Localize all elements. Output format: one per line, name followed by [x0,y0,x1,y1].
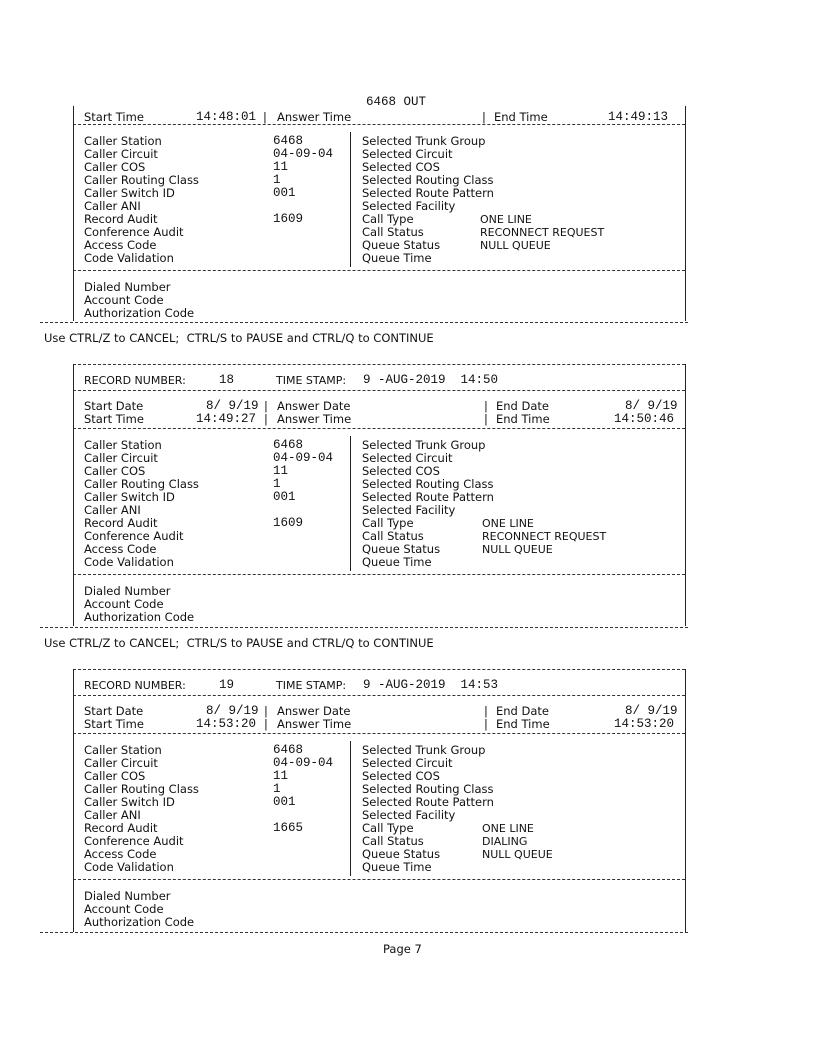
field-value: 04-09-04 [273,756,334,770]
end-time-label: End Time [496,717,550,731]
timestamp-label: TIME STAMP: [276,679,347,692]
field-label: Code Validation [84,555,174,569]
field-value: NULL QUEUE [482,543,553,556]
field-label: Caller Station [84,134,162,148]
field-label: Selected Route Pattern [362,490,494,504]
bottom-label: Dialed Number [84,280,171,294]
field-label: Access Code [84,847,157,861]
field-label: Record Audit [84,516,158,530]
field-label: Caller Circuit [84,451,158,465]
start-date-value: 8/ 9/19 [206,399,259,413]
field-value: 6468 [273,743,304,757]
bottom-label: Account Code [84,597,164,611]
field-label: Selected Routing Class [362,477,494,491]
bottom-label: Authorization Code [84,306,195,320]
field-value: ONE LINE [480,213,532,226]
field-label: Queue Status [362,542,441,556]
field-value: NULL QUEUE [480,239,551,252]
start-date-value: 8/ 9/19 [206,704,259,718]
field-label: Access Code [84,542,157,556]
field-label: Conference Audit [84,529,184,543]
column-divider [350,132,351,267]
field-value: 1 [273,477,281,491]
left-border [73,106,74,321]
field-value: 11 [273,160,289,174]
divider [73,364,685,365]
right-border [685,364,686,626]
record-header-title: 6468 OUT [366,95,427,109]
page-number: Page 7 [383,942,422,956]
bottom-label: Dialed Number [84,889,171,903]
start-time-label: Start Time [84,110,144,124]
field-label: Call Status [362,225,424,239]
cancel-instruction: Use CTRL/Z to CANCEL; CTRL/S to PAUSE and CTRL/Q to CONTINUE [44,331,434,345]
end-date-label: End Date [496,704,549,718]
divider [73,428,685,429]
field-value: NULL QUEUE [482,848,553,861]
record-number-label: RECORD NUMBER: [84,374,186,387]
field-value: 001 [273,490,296,504]
right-border [685,106,686,321]
field-label: Selected Routing Class [362,173,494,187]
field-label: Caller Routing Class [84,782,199,796]
field-value: 11 [273,769,289,783]
column-divider [350,741,351,876]
field-label: Queue Time [362,555,432,569]
field-value: 04-09-04 [273,451,334,465]
field-label: Call Type [362,212,414,226]
field-value: ONE LINE [482,517,534,530]
field-label: Selected Facility [362,199,456,213]
end-time-value: 14:50:46 [614,412,675,426]
bottom-label: Dialed Number [84,584,171,598]
start-time-label: Start Time [84,717,144,731]
divider [73,270,685,271]
start-date-label: Start Date [84,399,144,413]
divider [40,627,688,628]
field-value: 001 [273,186,296,200]
field-label: Caller COS [84,160,146,174]
field-label: Selected Circuit [362,147,453,161]
field-label: Caller Switch ID [84,490,175,504]
end-time-value: 14:53:20 [614,717,675,731]
field-label: Caller COS [84,464,146,478]
end-time-label: End Time [494,110,548,124]
field-value: 001 [273,795,296,809]
record-number-value: 18 [219,373,235,387]
answer-date-label: Answer Date [277,399,351,413]
field-value: ONE LINE [482,822,534,835]
end-time-value: 14:49:13 [608,110,669,124]
field-label: Caller ANI [84,199,141,213]
field-label: Call Type [362,516,414,530]
end-date-value: 8/ 9/19 [625,399,678,413]
field-label: Selected Trunk Group [362,134,486,148]
field-label: Code Validation [84,860,174,874]
field-label: Selected Facility [362,808,456,822]
bottom-label: Authorization Code [84,915,195,929]
answer-time-label: Answer Time [277,110,352,124]
field-label: Record Audit [84,212,158,226]
field-label: Record Audit [84,821,158,835]
left-border [73,669,74,932]
field-value: 1609 [273,212,304,226]
column-divider [350,436,351,571]
field-value: 04-09-04 [273,147,334,161]
record-number-label: RECORD NUMBER: [84,679,186,692]
field-value: 6468 [273,134,304,148]
end-date-value: 8/ 9/19 [625,704,678,718]
divider [73,733,685,734]
start-time-value: 14:53:20 [196,717,257,731]
end-time-label: End Time [496,412,550,426]
field-label: Selected Circuit [362,756,453,770]
divider [40,322,688,323]
field-value: RECONNECT REQUEST [482,530,607,543]
field-label: Selected COS [362,464,440,478]
field-value: DIALING [482,835,528,848]
answer-time-label: Answer Time [277,717,352,731]
field-label: Queue Time [362,251,432,265]
timestamp-value: 9 -AUG-2019 14:53 [363,678,499,692]
timestamp-label: TIME STAMP: [276,374,347,387]
field-label: Access Code [84,238,157,252]
timestamp-value: 9 -AUG-2019 14:50 [363,373,499,387]
divider [73,124,685,125]
record-number-value: 19 [219,678,235,692]
divider [73,695,685,696]
field-value: RECONNECT REQUEST [480,226,605,239]
answer-time-label: Answer Time [277,412,352,426]
field-label: Conference Audit [84,834,184,848]
start-date-label: Start Date [84,704,144,718]
bottom-label: Account Code [84,293,164,307]
field-label: Selected Trunk Group [362,438,486,452]
field-label: Selected Route Pattern [362,186,494,200]
field-label: Caller Routing Class [84,173,199,187]
divider [73,669,685,670]
field-label: Caller Switch ID [84,795,175,809]
field-label: Caller ANI [84,503,141,517]
field-value: 1609 [273,516,304,530]
start-time-label: Start Time [84,412,144,426]
field-label: Selected Facility [362,503,456,517]
field-value: 6468 [273,438,304,452]
field-label: Selected COS [362,769,440,783]
field-label: Call Type [362,821,414,835]
bottom-label: Account Code [84,902,164,916]
field-label: Caller ANI [84,808,141,822]
answer-date-label: Answer Date [277,704,351,718]
field-label: Selected Circuit [362,451,453,465]
field-label: Caller Station [84,438,162,452]
divider [73,390,685,391]
field-value: 11 [273,464,289,478]
field-label: Queue Time [362,860,432,874]
field-label: Call Status [362,834,424,848]
left-border [73,364,74,626]
field-label: Caller Circuit [84,756,158,770]
field-value: 1665 [273,821,304,835]
field-label: Call Status [362,529,424,543]
start-time-value: 14:48:01 [196,110,257,124]
field-label: Queue Status [362,847,441,861]
field-label: Selected Routing Class [362,782,494,796]
field-label: Caller Routing Class [84,477,199,491]
divider [40,932,688,933]
right-border [685,669,686,932]
divider [73,879,685,880]
field-label: Caller Circuit [84,147,158,161]
field-value: 1 [273,173,281,187]
field-label: Selected Trunk Group [362,743,486,757]
field-label: Code Validation [84,251,174,265]
field-value: 1 [273,782,281,796]
field-label: Selected COS [362,160,440,174]
divider [73,574,685,575]
field-label: Queue Status [362,238,441,252]
cancel-instruction: Use CTRL/Z to CANCEL; CTRL/S to PAUSE and CTRL/Q to CONTINUE [44,636,434,650]
field-label: Caller COS [84,769,146,783]
field-label: Selected Route Pattern [362,795,494,809]
bottom-label: Authorization Code [84,610,195,624]
field-label: Caller Switch ID [84,186,175,200]
start-time-value: 14:49:27 [196,412,257,426]
field-label: Conference Audit [84,225,184,239]
field-label: Caller Station [84,743,162,757]
end-date-label: End Date [496,399,549,413]
